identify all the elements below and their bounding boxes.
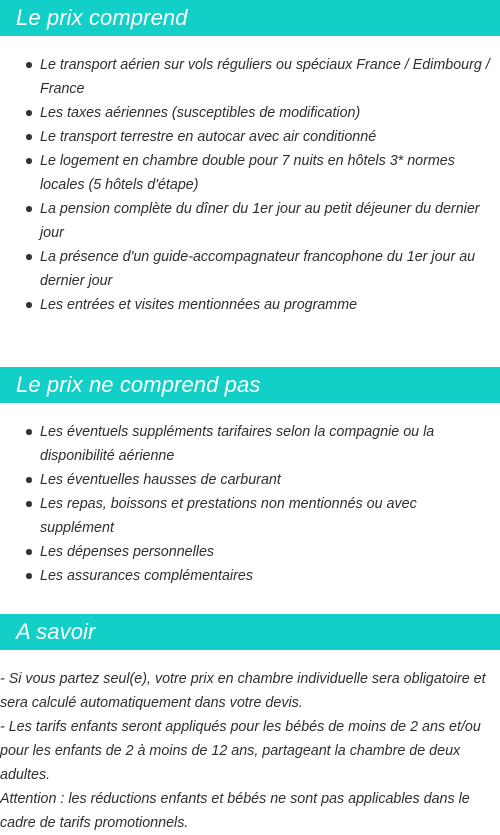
- list-item: Les entrées et visites mentionnées au programme: [0, 293, 500, 317]
- bullet-icon: [26, 254, 32, 260]
- list-item: Les éventuelles hausses de carburant: [0, 468, 500, 492]
- excluded-list: [0, 420, 500, 588]
- section-header-excluded: [0, 367, 500, 403]
- list-item: Le logement en chambre double pour 7 nuits en hôtels 3* normes locales (5 hôtels d'étape): [0, 149, 500, 197]
- bullet-icon: [26, 477, 32, 483]
- list-item: La présence d'un guide-accompagnateur francophone du 1er jour au dernier jour: [0, 245, 500, 293]
- bullet-icon: [26, 134, 32, 140]
- bullet-icon: [26, 62, 32, 68]
- list-item: Les repas, boissons et prestations non mentionnés ou avec supplément: [0, 492, 500, 540]
- bullet-icon: [26, 110, 32, 116]
- bullet-icon: [26, 158, 32, 164]
- list-item: Les assurances complémentaires: [0, 564, 500, 588]
- bullet-icon: [26, 501, 32, 507]
- list-item: Les taxes aériennes (susceptibles de modification): [0, 101, 500, 125]
- section-title-excluded: Le prix ne comprend pas: [16, 372, 261, 397]
- bullet-icon: [26, 206, 32, 212]
- info-paragraph: Attention : les réductions enfants et bébés ne sont pas applicables dans le cadre de tarifs promotionnels.: [0, 791, 470, 831]
- list-item: La pension complète du dîner du 1er jour au petit déjeuner du dernier jour: [0, 197, 500, 245]
- bullet-icon: [26, 302, 32, 308]
- bullet-icon: [26, 549, 32, 555]
- info-paragraph: - Les tarifs enfants seront appliqués pour les bébés de moins de 2 ans et/ou pour les enfants de 2 à moins de 12 ans, partageant la chambre de deux adultes.: [0, 719, 481, 783]
- section-title-included: Le prix comprend: [16, 5, 188, 30]
- list-item: Les dépenses personnelles: [0, 540, 500, 564]
- list-item: Le transport aérien sur vols réguliers ou spéciaux France / Edimbourg / France: [0, 53, 500, 101]
- section-header-included: [0, 0, 500, 36]
- list-item: Le transport terrestre en autocar avec air conditionné: [0, 125, 500, 149]
- included-list: [0, 53, 500, 317]
- bullet-icon: [26, 573, 32, 579]
- info-paragraph: - Si vous partez seul(e), votre prix en chambre individuelle sera obligatoire et sera calculé automatiquement dans votre devis.: [0, 671, 486, 711]
- good-to-know-text: [0, 667, 500, 835]
- list-item: Les éventuels suppléments tarifaires selon la compagnie ou la disponibilité aérienne: [0, 420, 500, 468]
- section-title-good-to-know: A savoir: [16, 619, 96, 644]
- bullet-icon: [26, 429, 32, 435]
- section-header-good-to-know: [0, 614, 500, 650]
